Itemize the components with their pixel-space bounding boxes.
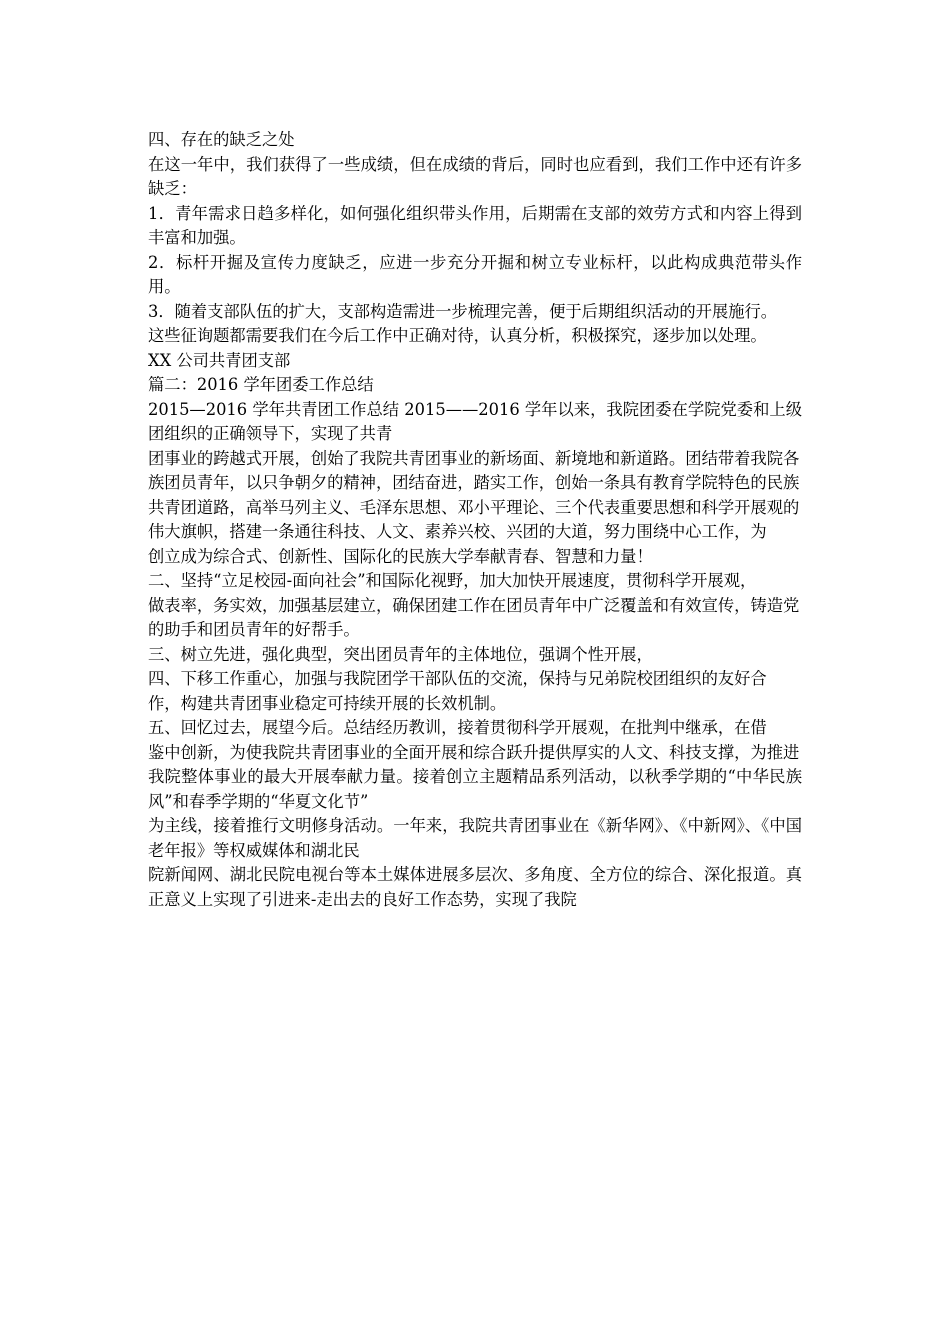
paragraph: 二、坚持“立足校园-面向社会”和国际化视野，加大加快开展速度，贯彻科学开展观， [148,571,757,590]
paragraph: 创立成为综合式、创新性、国际化的民族大学奉献青春、智慧和力量！ [148,546,653,566]
paragraph: 伟大旗帜，搭建一条通往科技、人文、素养兴校、兴团的大道，努力围绕中心工作，为 [148,522,767,541]
paragraph: 三、树立先进，强化典型，突出团员青年的主体地位，强调个性开展， [148,644,653,664]
section-title: 篇二：2016 学年团委工作总结 [148,375,374,394]
paragraph: 五、回忆过去，展望今后。总结经历教训，接着贯彻科学开展观，在批判中继承，在借 [148,718,767,737]
paragraph: 作，构建共青团事业稳定可持续开展的长效机制。 [148,693,507,713]
paragraph: 2015—2016 学年共青团工作总结 2015——2016 学年以来，我院团委在学院党委和上级团组织的正确领导下，实现了共青 [148,399,802,443]
paragraph: 四、下移工作重心，加强与我院团学干部队伍的交流，保持与兄弟院校团组织的友好合 [148,669,767,688]
paragraph: 我院整体事业的最大开展奉献力量。接着创立主题精品系列活动，以秋季学期的“中华民族风”和春季学期的“华夏文化节” [148,767,802,811]
paragraph: 团事业的跨越式开展，创始了我院共青团事业的新场面、新境地和新道路。团结带着我院各 [148,448,800,468]
document-body [148,128,802,912]
paragraph: 这些征询题都需要我们在今后工作中正确对待，认真分析，积极探究，逐步加以处理。 [148,326,767,345]
paragraph: 共青团道路，高举马列主义、毛泽东思想、邓小平理论、三个代表重要思想和科学开展观的 [148,497,800,517]
list-item: 2．标杆开掘及宣传力度缺乏，应进一步充分开掘和树立专业标杆，以此构成典范带头作用。 [148,252,802,296]
paragraph: 为主线，接着推行文明修身活动。一年来，我院共青团事业在《新华网》、《中新网》、《中国老年报》等权威媒体和湖北民 [148,816,802,860]
list-item: 1．青年需求日趋多样化，如何强化组织带头作用，后期需在支部的效劳方式和内容上得到丰富和加强。 [148,203,802,247]
paragraph: 做表率，务实效，加强基层建立，确保团建工作在团员青年中广泛覆盖和有效宣传，铸造党 [148,595,800,615]
paragraph: 的助手和团员青年的好帮手。 [148,620,360,639]
section-heading: 四、存在的缺乏之处 [148,130,295,149]
paragraph: 鉴中创新，为使我院共青团事业的全面开展和综合跃升提供厚实的人文、科技支撑，为推进 [148,742,800,762]
list-item: 3．随着支部队伍的扩大，支部构造需进一步梳理完善，便于后期组织活动的开展施行。 [148,301,778,321]
paragraph: 族团员青年，以只争朝夕的精神，团结奋进，踏实工作，创始一条具有教育学院特色的民族 [148,473,800,492]
signature-line: XX 公司共青团支部 [148,350,291,370]
paragraph: 院新闻网、湖北民院电视台等本土媒体进展多层次、多角度、全方位的综合、深化报道。真正意义上实现了引进来-走出去的良好工作态势，实现了我院 [148,865,802,909]
paragraph: 在这一年中，我们获得了一些成绩，但在成绩的背后，同时也应看到，我们工作中还有许多缺乏： [148,154,802,198]
